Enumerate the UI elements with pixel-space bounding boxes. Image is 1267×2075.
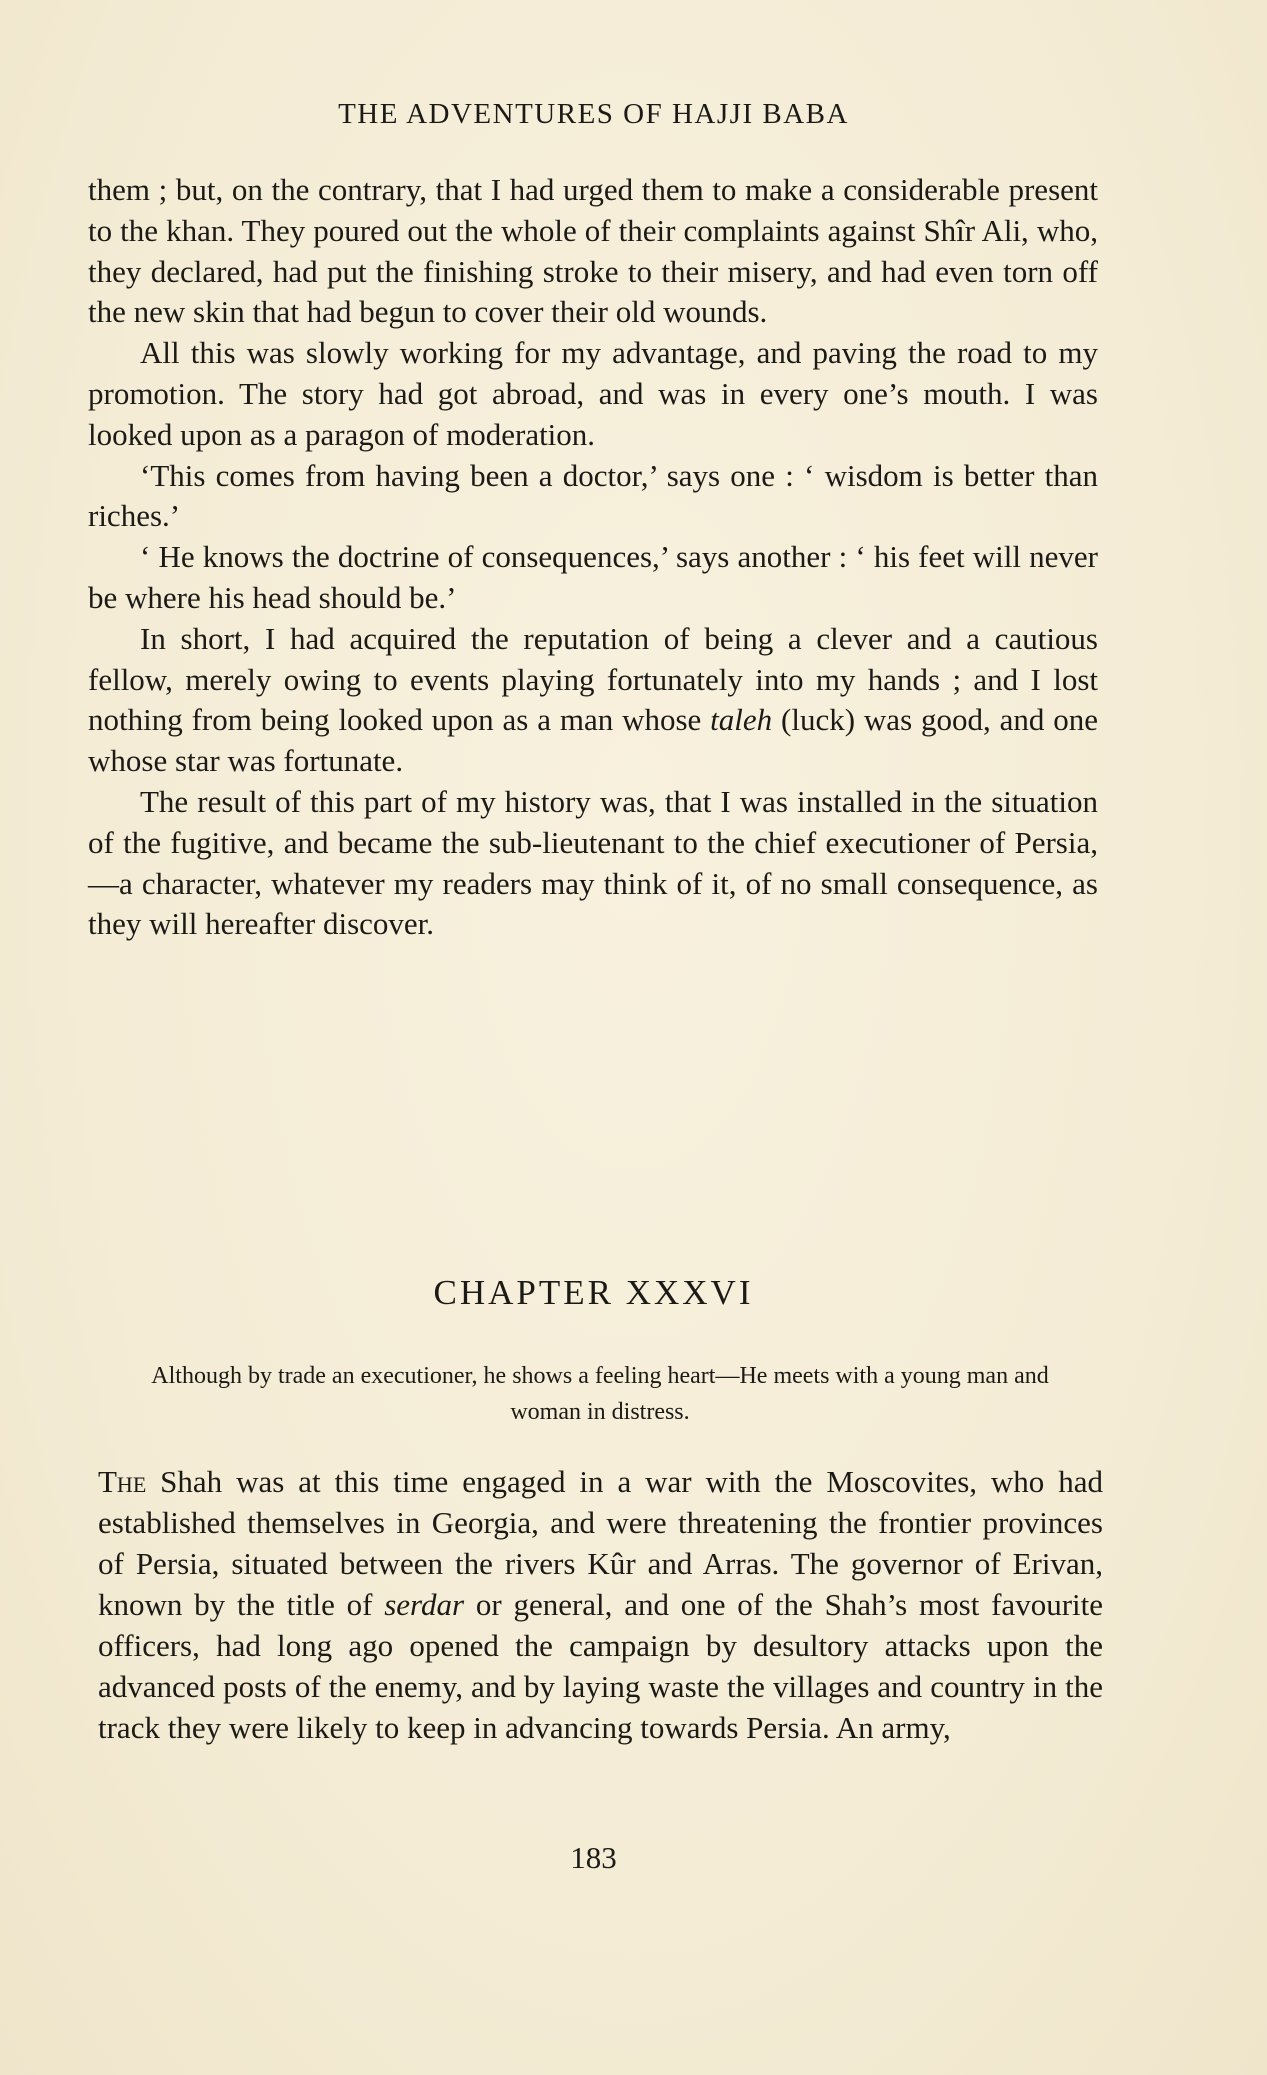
lead-word: The	[98, 1464, 147, 1499]
paragraph-quote: ‘ He knows the doctrine of consequences,’ says another : ‘ his feet will never be where his head should be.’	[88, 539, 1098, 615]
text-run: (luck) was good, and one whose star was fortunate.	[88, 702, 1098, 779]
italic-term: taleh	[710, 702, 773, 738]
page-number: 183	[570, 1840, 617, 1875]
text-run: or general, and one of the Shah’s most favourite officers, had long ago opened the campaign by desultory attacks upon the advanced posts of the enemy, and by laying waste the villages and country in the track they were likely to keep in advancing towards Persia. An army,	[98, 1587, 1103, 1745]
running-head: THE ADVENTURES OF HAJJI BABA	[338, 98, 849, 130]
paragraph-continued: them ; but, on the contrary, that I had urged them to make a considerable present to the khan. They poured out the whole of their complaints against Shîr Ali, who, they declared, had put the finishing stroke to their misery, and had even torn off the new skin that had begun to cover their old wounds.	[88, 172, 1098, 330]
paragraph	[88, 619, 1098, 782]
chapter-title: CHAPTER XXXVI	[433, 1273, 754, 1312]
text-run: In short, I had acquired the reputation of being a clever and a cautious fellow, merely owing to events playing fortunately into my hands ; and I lost nothing from being looked upon as a man whose	[88, 620, 1098, 738]
paragraph-quote: ‘This comes from having been a doctor,’ says one : ‘ wisdom is better than riches.’	[88, 457, 1098, 534]
text-run: Shah was at this time engaged in a war with the Moscovites, who had established themselves in Georgia, and were threatening the frontier provinces of Persia, situated between the rivers Kûr and Arras. The governor of Erivan, known by the title of	[98, 1464, 1103, 1622]
paragraph: The result of this part of my history was, that I was installed in the situation of the fugitive, and became the sub-lieutenant to the chief executioner of Persia,—a character, whatever my readers may think of it, of no small consequence, as they will hereafter discover.	[88, 783, 1098, 942]
body-text-before-chapter	[88, 170, 1098, 945]
chapter-opening-paragraph	[98, 1461, 1103, 1748]
paragraph: All this was slowly working for my advantage, and paving the road to my promotion. The story had got abroad, and was in every one’s mouth. I was looked upon as a paragon of moderation.	[88, 335, 1098, 452]
italic-term: serdar	[384, 1587, 465, 1622]
chapter-body-text	[98, 1461, 1103, 1748]
chapter-summary: Although by trade an executioner, he shows a feeling heart—He meets with a young man and woman in distress.	[151, 1363, 1049, 1425]
